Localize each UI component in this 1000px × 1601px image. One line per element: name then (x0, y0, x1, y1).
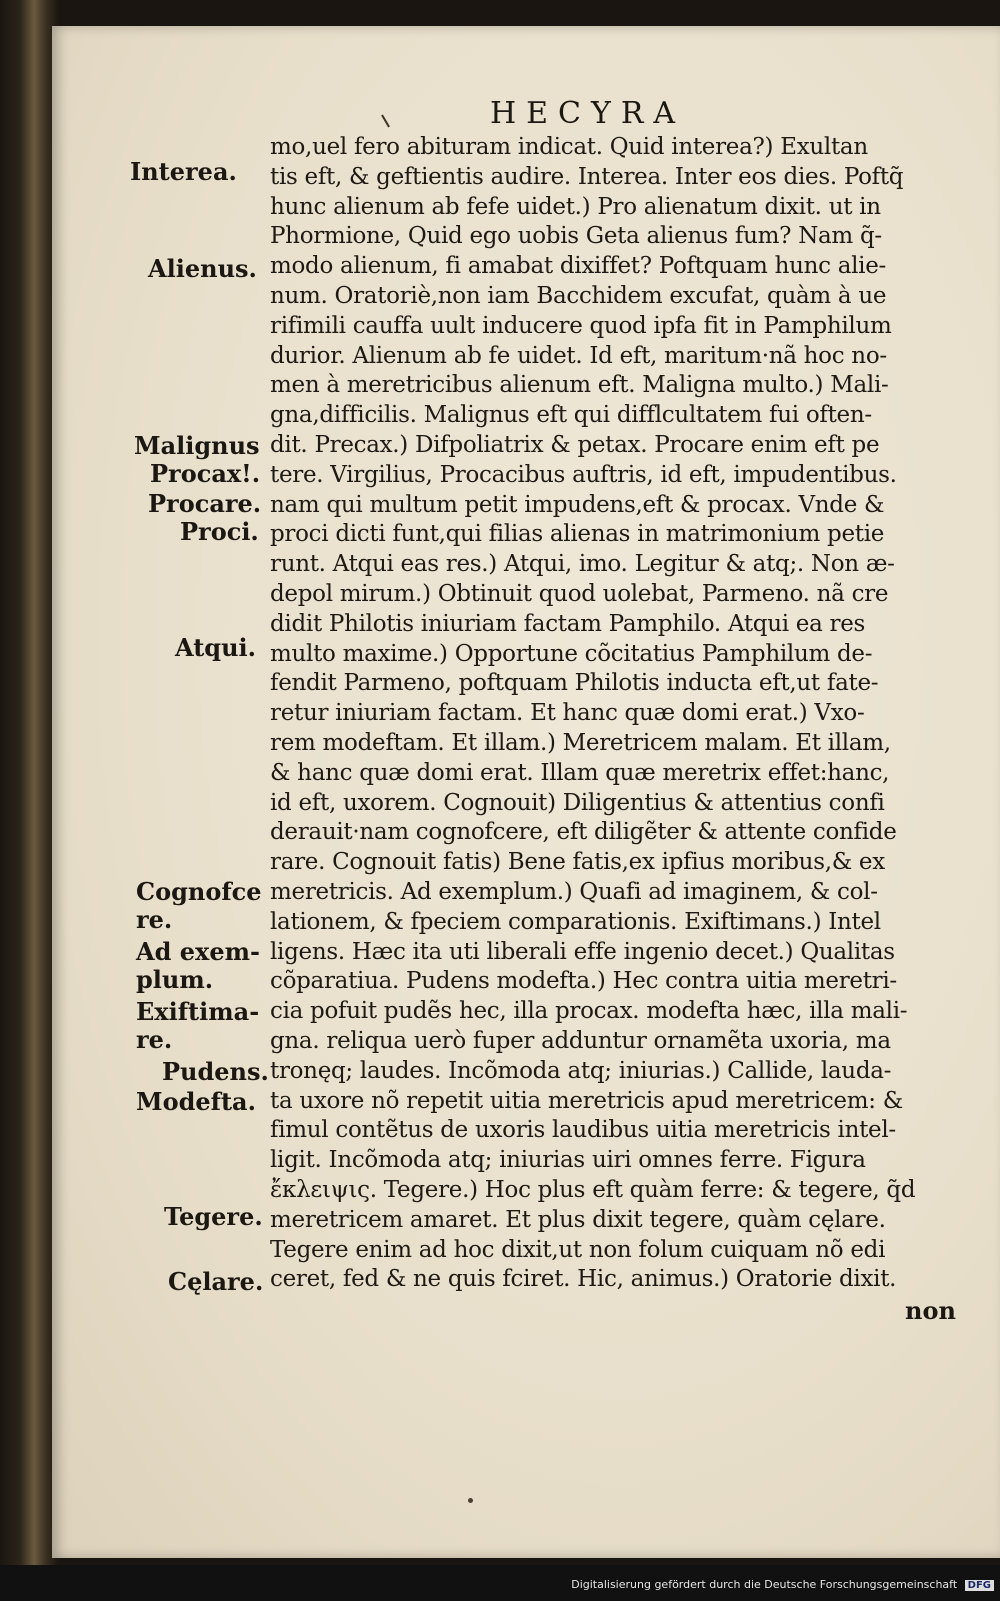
text-line: rem modeftam. Et illam.) Meretricem malam. Et illam, (270, 730, 891, 756)
text-line: meretricem amaret. Et plus dixit tegere, quàm cęlare. (270, 1206, 886, 1233)
text-line: fendit Parmeno, poftquam Philotis inducta eft,ut fate- (270, 670, 879, 697)
text-line: modo alienum, fi amabat dixiffet? Poftquam hunc alie- (270, 253, 887, 280)
text-line: rare. Cognouit fatis) Bene fatis,ex ipfius moribus,& ex (270, 849, 885, 876)
dfg-logo-icon: DFG (965, 1580, 994, 1591)
text-line: depol mirum.) Obtinuit quod uolebat, Parmeno. nã cre (270, 581, 889, 607)
margin-note: Atqui. (175, 633, 256, 662)
text-line: ta uxore nõ repetit uitia meretricis apud meretricem: & (270, 1087, 903, 1114)
text-line: cõparatiua. Pudens modefta.) Hec contra uitia meretri- (270, 968, 897, 995)
text-line: derauit·nam cognofcere, eft diligẽter & attente confide (270, 819, 897, 846)
text-line: ligens. Hæc ita uti liberali effe ingenio decet.) Qualitas (270, 938, 895, 965)
footer-credit (571, 1578, 994, 1591)
text-line: ligit. Incõmoda atq; iniurias uiri omnes ferre. Figura (270, 1147, 866, 1174)
text-line: nam qui multum petit impudens,eft & procax. Vnde & (270, 491, 885, 518)
text-line: durior. Alienum ab fe uidet. Id eft, maritum·nã hoc no- (270, 342, 887, 369)
text-line: ceret, fed & ne quis fciret. Hic, animus.) Oratorie dixit. (270, 1266, 897, 1293)
catchword: non (905, 1296, 956, 1325)
margin-note: Procare. (148, 489, 262, 518)
text-line: tere. Virgilius, Procacibus auftris, id eft, impudentibus. (270, 461, 897, 488)
margin-note: Pudens. (162, 1057, 269, 1086)
text-line: cia pofuit pudẽs hec, illa procax. modefta hæc, illa mali- (270, 998, 908, 1025)
text-line: & hanc quæ domi erat. Illam quæ meretrix effet:hanc, (270, 759, 890, 786)
margin-note: Modefta. (136, 1087, 256, 1116)
margin-note: Alienus. (148, 254, 257, 283)
margin-note: Interea. (130, 157, 237, 186)
text-line: rifimili cauffa uult inducere quod ipfa fit in Pamphilum (270, 312, 892, 339)
text-line: gna. reliqua uerò fuper adduntur ornamẽta uxoria, ma (270, 1028, 891, 1054)
text-line: lationem, & fpeciem comparationis. Exiftimans.) Intel (270, 908, 881, 935)
text-line: ἔκλειψις. Tegere.) Hoc plus eft quàm ferre: & tegere, q̃d (270, 1177, 916, 1203)
text-line: hunc alienum ab fefe uidet.) Pro alienatum dixit. ut in (270, 193, 881, 220)
text-line: proci dicti funt,qui filias alienas in matrimonium petie (270, 521, 885, 548)
margin-note: Cęlare. (168, 1267, 264, 1296)
text-line: men à meretricibus alienum eft. Maligna multo.) Mali- (270, 372, 889, 399)
text-line: didit Philotis iniuriam factam Pamphilo. Atqui ea res (270, 610, 866, 637)
text-line: Phormione, Quid ego uobis Geta alienus fum? Nam q̃- (270, 223, 882, 250)
text-line: dit. Precax.) Difpoliatrix & petax. Procare enim eft pe (270, 432, 880, 458)
page-dot (468, 1498, 473, 1503)
text-line: multo maxime.) Opportune cõcitatius Pamphilum de- (270, 640, 873, 667)
running-head: HECYRA (490, 96, 686, 131)
margin-note: Tegere. (164, 1202, 263, 1231)
text-line: meretricis. Ad exemplum.) Quafi ad imaginem, & col- (270, 879, 878, 905)
text-line: Tegere enim ad hoc dixit,ut non folum cuiquam nõ edi (270, 1236, 886, 1263)
text-line: tis eft, & geftientis audire. Interea. Inter eos dies. Poftq̃ (270, 163, 904, 190)
margin-note: Malignus (134, 431, 260, 460)
margin-note: Proci. (180, 517, 259, 546)
text-line: fimul contẽtus de uxoris laudibus uitia meretricis intel- (270, 1117, 896, 1144)
footer-text: Digitalisierung gefördert durch die Deutsche Forschungsgemeinschaft (571, 1578, 958, 1591)
text-line: num. Oratoriè,non iam Bacchidem excufat, quàm à ue (270, 283, 887, 309)
margin-note: Ad exem- plum. (136, 937, 260, 994)
text-line: id eft, uxorem. Cognouit) Diligentius & attentius confi (270, 789, 885, 816)
text-line: tronęq; laudes. Incõmoda atq; iniurias.) Callide, lauda- (270, 1057, 892, 1084)
margin-note: Cognofce re. (136, 877, 262, 934)
text-line: retur iniuriam factam. Et hanc quæ domi erat.) Vxo- (270, 700, 865, 727)
text-line: runt. Atqui eas res.) Atqui, imo. Legitur & atq;. Non æ- (270, 551, 895, 578)
margin-note: Procax!. (150, 459, 261, 488)
margin-note: Exiftima- re. (136, 997, 260, 1054)
text-line: mo,uel fero abituram indicat. Quid interea?) Exultan (270, 134, 868, 160)
text-line: gna,difficilis. Malignus eft qui difflcultatem fui often- (270, 402, 872, 429)
